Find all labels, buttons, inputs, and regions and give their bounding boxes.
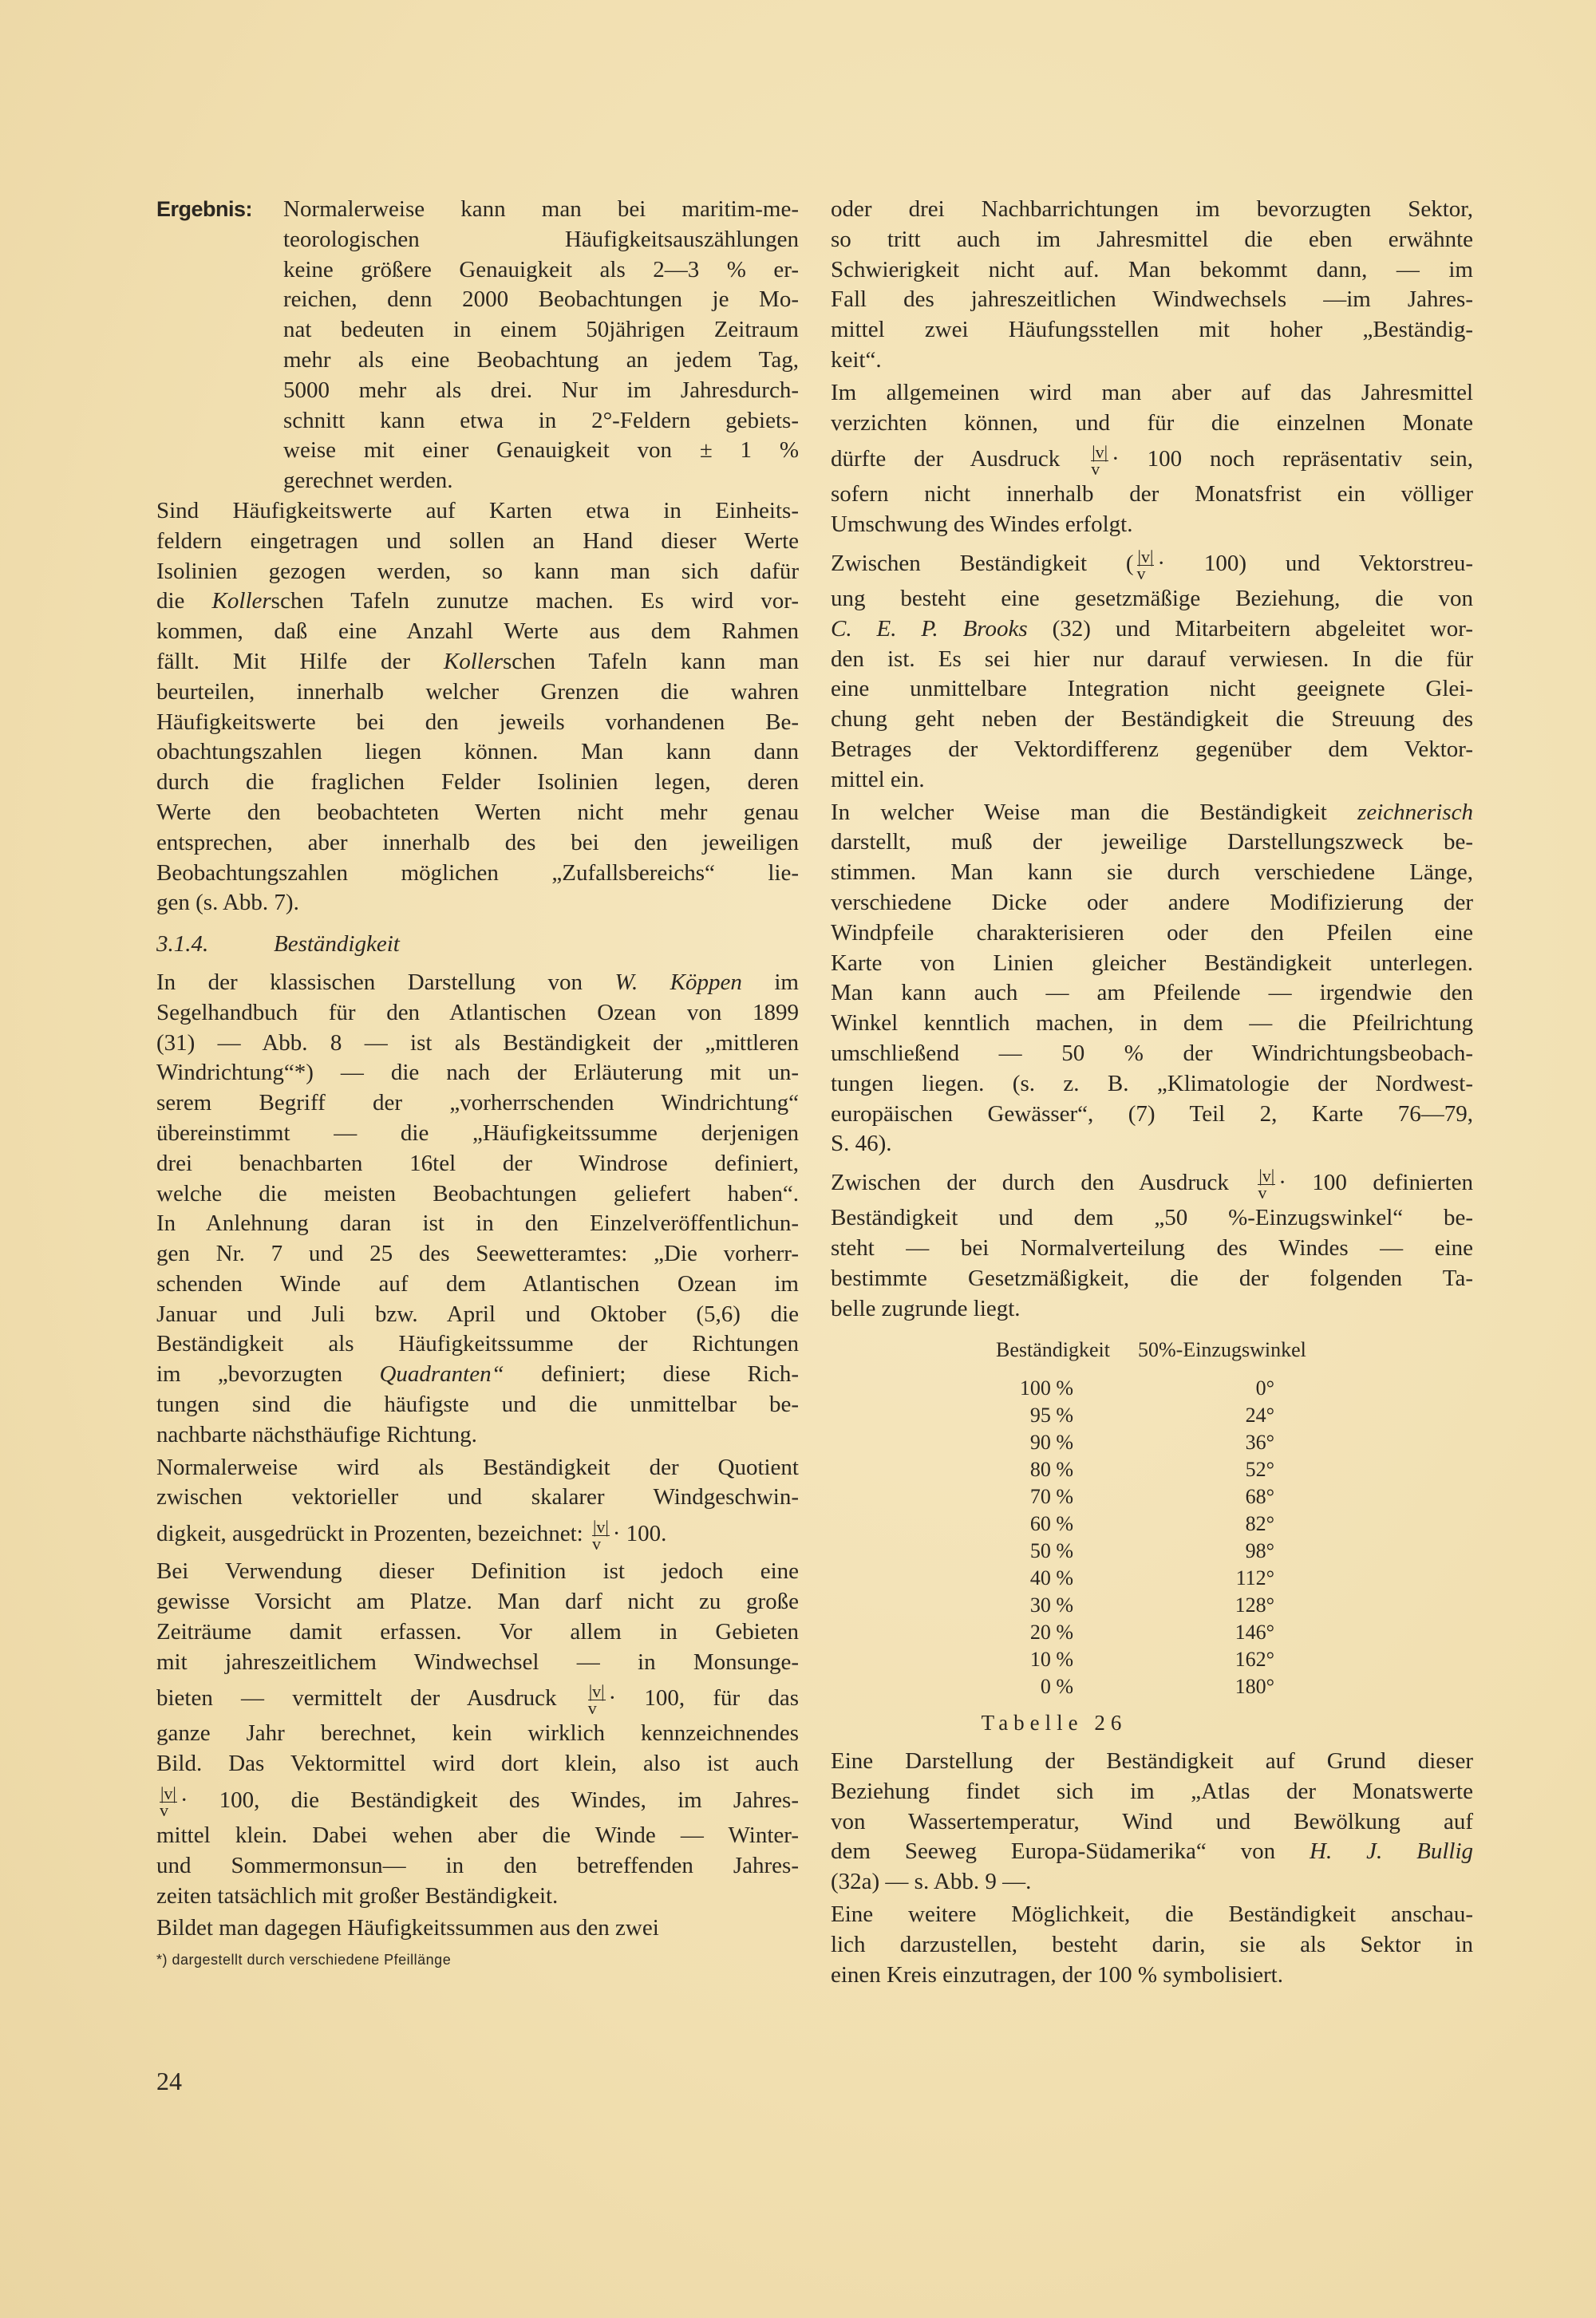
text-line: darstellt, muß der jeweilige Darstellungszweck be- xyxy=(831,829,1473,855)
text-line: Normalerweise kann man bei maritim-me- xyxy=(283,196,799,222)
fraction-numerator: |v| xyxy=(1092,442,1108,463)
italic-text: zeichnerisch xyxy=(1357,799,1473,825)
paragraphs-after-table xyxy=(831,1747,1473,1990)
fraction-denominator: v xyxy=(160,1799,168,1820)
text-segment: fällt. Mit Hilfe der xyxy=(156,648,444,674)
cell-bestaendigkeit: 60 % xyxy=(1029,1512,1073,1536)
text-line xyxy=(831,543,1473,584)
text-line: mittel zwei Häufungsstellen mit hoher „Beständig- xyxy=(831,317,1473,343)
cell-bestaendigkeit: 95 % xyxy=(1029,1404,1073,1428)
table-row xyxy=(831,1456,1473,1483)
text-line: ung besteht eine gesetzmäßige Beziehung, die von xyxy=(831,585,1473,611)
text-line: Windrichtung“*) — die nach der Erläuterung mit un- xyxy=(156,1060,799,1086)
fraction-denominator: v xyxy=(587,1698,597,1719)
italic-text: Koller xyxy=(443,648,503,674)
text-line: schenden Winde auf dem Atlantischen Ozean im xyxy=(156,1270,799,1297)
text-line: Im allgemeinen wird man aber auf das Jahresmittel xyxy=(831,379,1473,405)
paragraph xyxy=(831,543,1473,796)
cell-einzugswinkel: 0° xyxy=(1255,1376,1274,1400)
text-line: Eine weitere Möglichkeit, die Beständigkeit anschau- xyxy=(831,1901,1473,1928)
table-row xyxy=(831,1538,1473,1565)
text-line: Sind Häufigkeitswerte auf Karten etwa in Einheits- xyxy=(156,497,799,523)
text-line: Normalerweise wird als Beständigkeit der Quotient xyxy=(156,1454,799,1480)
text-line xyxy=(156,647,799,677)
text-line: kommen, daß eine Anzahl Werte aus dem Rahmen xyxy=(156,618,799,645)
text-line: chung geht neben der Beständigkeit die Streuung des xyxy=(831,706,1473,733)
paragraph xyxy=(831,195,1473,376)
text-line: Eine Darstellung der Beständigkeit auf Grund dieser xyxy=(831,1748,1473,1775)
text-line: eine unmittelbare Integration nicht geeignete Glei- xyxy=(831,676,1473,702)
ergebnis-text xyxy=(283,195,799,496)
text-line: und Sommermonsun— in den betreffenden Jahres- xyxy=(156,1852,799,1878)
table-row xyxy=(831,1592,1473,1619)
text-segment: Zwischen der durch den Ausdruck xyxy=(831,1170,1255,1196)
left-column xyxy=(156,195,799,1969)
italic-text: Quadranten“ xyxy=(379,1361,504,1388)
fraction-denominator: v xyxy=(1258,1182,1267,1202)
cell-bestaendigkeit: 20 % xyxy=(1029,1621,1073,1645)
text-line xyxy=(831,1837,1473,1867)
text-line: umschließend — 50 % der Windrichtungsbeobach- xyxy=(831,1040,1473,1066)
section-number: 3.1.4. xyxy=(156,931,209,958)
cell-einzugswinkel: 52° xyxy=(1245,1458,1274,1482)
text-line: nachbarte nächsthäufige Richtung. xyxy=(156,1421,477,1447)
text-line: In Anlehnung daran ist in den Einzelveröffentlichun- xyxy=(156,1210,799,1237)
text-line: zwischen vektorieller und skalarer Windgeschwin- xyxy=(156,1484,799,1510)
text-line: Beziehung findet sich im „Atlas der Monatswerte xyxy=(831,1778,1473,1804)
text-line: entsprechen, aber innerhalb des bei den jeweiligen xyxy=(156,829,799,855)
text-line xyxy=(831,614,1473,645)
text-line: Beständigkeit als Häufigkeitssumme der Richtungen xyxy=(156,1331,799,1357)
text-line: welche die meisten Beobachtungen geliefert haben“. xyxy=(156,1180,799,1206)
text-segment: im „bevorzugten xyxy=(156,1361,380,1388)
text-segment: bieten — vermittelt der Ausdruck xyxy=(156,1685,585,1712)
text-line: Betrages der Vektordifferenz gegenüber dem Vektor- xyxy=(831,736,1473,762)
table-row xyxy=(831,1402,1473,1429)
table-row xyxy=(831,1646,1473,1673)
cell-einzugswinkel: 162° xyxy=(1235,1648,1274,1672)
text-line xyxy=(156,1360,799,1390)
text-line: Bei Verwendung dieser Definition ist jedoch eine xyxy=(156,1558,799,1585)
text-line: Isolinien gezogen werden, so kann man sich dafür xyxy=(156,558,799,584)
text-line: Karte von Linien gleicher Beständigkeit unterlegen. xyxy=(831,950,1473,976)
text-line: Beständigkeit und dem „50 %-Einzugswinkel“ be- xyxy=(831,1205,1473,1231)
text-line: beurteilen, innerhalb welcher Grenzen die wahren xyxy=(156,678,799,705)
cell-bestaendigkeit: 100 % xyxy=(1019,1376,1073,1400)
text-line: drei benachbarten 16tel der Windrose definiert, xyxy=(156,1150,799,1176)
text-line: (31) — Abb. 8 — ist als Beständigkeit der „mittleren xyxy=(156,1029,799,1056)
text-line: sofern nicht innerhalb der Monatsfrist ein völliger xyxy=(831,481,1473,507)
text-segment: schen Tafeln zunutze machen. Es wird vor- xyxy=(271,588,799,614)
text-segment: · 100. xyxy=(612,1521,667,1547)
paragraphs-before-table xyxy=(831,195,1473,1324)
text-segment: dem Seeweg Europa-Südamerika“ von xyxy=(831,1838,1310,1865)
cell-einzugswinkel: 68° xyxy=(1245,1485,1274,1509)
fraction-numerator: |v| xyxy=(1137,546,1154,567)
paragraph xyxy=(831,1162,1473,1324)
table-26 xyxy=(831,1335,1473,1700)
fraction-v-over-v xyxy=(592,1519,610,1552)
cell-einzugswinkel: 180° xyxy=(1235,1675,1274,1699)
text-line: gewisse Vorsicht am Platze. Man darf nicht zu große xyxy=(156,1589,799,1615)
table-row xyxy=(831,1619,1473,1646)
paragraph xyxy=(156,1557,799,1911)
cell-bestaendigkeit: 50 % xyxy=(1029,1539,1073,1563)
table-body xyxy=(831,1375,1473,1700)
cell-bestaendigkeit: 10 % xyxy=(1029,1648,1073,1672)
page-number: 24 xyxy=(156,2067,182,2095)
cell-einzugswinkel: 98° xyxy=(1245,1539,1274,1563)
fraction-numerator: |v| xyxy=(1258,1165,1275,1186)
text-line xyxy=(156,586,799,617)
italic-text: W. Köppen xyxy=(614,969,742,995)
text-line: S. 46). xyxy=(831,1131,892,1157)
text-line: (32a) — s. Abb. 9 —. xyxy=(831,1869,1032,1895)
cell-einzugswinkel: 36° xyxy=(1245,1431,1274,1455)
text-line: gen Nr. 7 und 25 des Seewetteramtes: „Die vorherr- xyxy=(156,1241,799,1267)
text-line: Werte den beobachteten Werten nicht mehr genau xyxy=(156,799,799,825)
cell-einzugswinkel: 24° xyxy=(1245,1404,1274,1428)
text-segment: · 100, die Beständigkeit des Windes, im Jahres- xyxy=(180,1787,799,1814)
text-line: reichen, denn 2000 Beobachtungen je Mo- xyxy=(283,286,799,313)
italic-text: C. E. P. Brooks xyxy=(831,615,1028,642)
text-segment: (32) und Mitarbeitern abgeleitet wor- xyxy=(1027,615,1473,642)
paragraph xyxy=(156,968,799,1451)
table-header-bestaendigkeit: Beständigkeit xyxy=(996,1338,1110,1362)
italic-text: H. J. Bullig xyxy=(1310,1838,1473,1865)
text-line: Umschwung des Windes erfolgt. xyxy=(831,511,1133,538)
text-segment: digkeit, ausgedrückt in Prozenten, bezeichnet: xyxy=(156,1521,589,1547)
text-segment: · 100) und Vektorstreu- xyxy=(1157,550,1473,576)
text-line: durch die fraglichen Felder Isolinien legen, deren xyxy=(156,769,799,796)
fraction-denominator: v xyxy=(1136,563,1146,583)
text-line: tungen liegen. (s. z. B. „Klimatologie der Nordwest- xyxy=(831,1070,1473,1096)
right-column xyxy=(831,195,1473,1992)
text-line: verzichten können, und für die einzelnen Monate xyxy=(831,409,1473,436)
table-header-einzugswinkel: 50%-Einzugswinkel xyxy=(1138,1338,1306,1362)
text-line xyxy=(831,798,1473,828)
paragraph xyxy=(156,496,799,918)
text-line: mittel ein. xyxy=(831,766,925,792)
text-line: steht — bei Normalverteilung des Windes — eine xyxy=(831,1234,1473,1261)
text-line: gen (s. Abb. 7). xyxy=(156,890,299,916)
fraction-numerator: |v| xyxy=(588,1681,605,1702)
text-line: stimmen. Man kann sie durch verschiedene Länge, xyxy=(831,859,1473,886)
text-line: den ist. Es sei hier nur darauf verwiesen. In die für xyxy=(831,646,1473,672)
fraction-numerator: |v| xyxy=(592,1517,609,1538)
table-caption: Tabelle 26 xyxy=(981,1711,1128,1736)
text-line xyxy=(156,1513,799,1554)
cell-bestaendigkeit: 80 % xyxy=(1029,1458,1073,1482)
text-line: einen Kreis einzutragen, der 100 % symbolisiert. xyxy=(831,1961,1283,1988)
text-line: nat bedeuten in einem 50jährigen Zeitraum xyxy=(283,317,799,343)
text-line xyxy=(156,968,799,998)
text-line: von Wassertemperatur, Wind und Bewölkung auf xyxy=(831,1808,1473,1834)
text-segment: im xyxy=(741,969,799,995)
paragraph xyxy=(831,798,1473,1160)
text-line: tungen sind die häufigste und die unmittelbar be- xyxy=(156,1392,799,1418)
text-line: verschiedene Dicke oder andere Modifizierung der xyxy=(831,889,1473,915)
text-line: Windpfeile charakterisieren oder den Pfeilen eine xyxy=(831,919,1473,946)
text-line: obachtungszahlen liegen können. Man kann dann xyxy=(156,739,799,765)
cell-einzugswinkel: 112° xyxy=(1235,1566,1274,1590)
text-line: Man kann auch — am Pfeilende — irgendwie den xyxy=(831,980,1473,1006)
text-line: Segelhandbuch für den Atlantischen Ozean von 1899 xyxy=(156,999,799,1025)
table-row xyxy=(831,1375,1473,1402)
cell-bestaendigkeit: 40 % xyxy=(1029,1566,1073,1590)
table-row xyxy=(831,1429,1473,1456)
text-line: teorologischen Häufigkeitsauszählungen xyxy=(283,226,799,252)
section-title: Beständigkeit xyxy=(274,931,400,958)
text-line: weise mit einer Genauigkeit von ± 1 % xyxy=(283,437,799,464)
text-segment: · 100 noch repräsentativ sein, xyxy=(1112,446,1473,472)
footnote: *) dargestellt durch verschiedene Pfeillänge xyxy=(156,1952,452,1969)
text-line: 5000 mehr als drei. Nur im Jahresdurch- xyxy=(283,377,799,403)
text-line: mehr als eine Beobachtung an jedem Tag, xyxy=(283,346,799,373)
text-line: Schwierigkeit nicht auf. Man bekommt dann, — im xyxy=(831,256,1473,282)
text-line: schnitt kann etwa in 2°-Feldern gebiets- xyxy=(283,407,799,433)
text-segment: die xyxy=(156,588,212,614)
text-line: so tritt auch im Jahresmittel die eben erwähnte xyxy=(831,226,1473,252)
fraction-v-over-v xyxy=(1258,1165,1275,1202)
paragraph xyxy=(831,1900,1473,1990)
text-line xyxy=(156,1779,799,1821)
cell-einzugswinkel: 146° xyxy=(1235,1621,1274,1645)
text-line: Beobachtungszahlen möglichen „Zufallsbereichs“ lie- xyxy=(156,859,799,886)
text-line: oder drei Nachbarrichtungen im bevorzugten Sektor, xyxy=(831,196,1473,222)
text-line: übereinstimmt — die „Häufigkeitssumme derjenigen xyxy=(156,1120,799,1146)
table-row xyxy=(831,1483,1473,1510)
fraction-denominator: v xyxy=(591,1534,601,1554)
text-line: mittel klein. Dabei wehen aber die Winde — Winter- xyxy=(156,1822,799,1849)
table-row xyxy=(831,1565,1473,1592)
ergebnis-label: Ergebnis: xyxy=(156,197,253,221)
table-row xyxy=(831,1673,1473,1700)
table-header xyxy=(831,1335,1473,1375)
fraction-denominator: v xyxy=(1091,459,1100,480)
text-segment: · 100, für das xyxy=(608,1685,799,1712)
text-line: Zeiträume damit erfassen. Vor allem in Gebieten xyxy=(156,1618,799,1645)
cell-bestaendigkeit: 70 % xyxy=(1029,1485,1073,1509)
italic-text: Koller xyxy=(211,588,271,614)
text-line: keit“. xyxy=(831,346,882,373)
text-line: belle zugrunde liegt. xyxy=(831,1295,1021,1321)
text-segment: In der klassischen Darstellung von xyxy=(156,969,615,995)
text-segment: In welcher Weise man die Beständigkeit xyxy=(831,799,1358,825)
text-line: Bildet man dagegen Häufigkeitssummen aus den zwei xyxy=(156,1915,659,1941)
cell-einzugswinkel: 82° xyxy=(1245,1512,1274,1536)
text-line: Fall des jahreszeitlichen Windwechsels —im Jahres- xyxy=(831,286,1473,313)
table-row xyxy=(831,1510,1473,1538)
paragraphs-before-heading xyxy=(156,496,799,918)
text-segment: dürfte der Ausdruck xyxy=(831,446,1088,472)
text-segment: definiert; diese Rich- xyxy=(504,1361,799,1388)
text-line: Winkel kenntlich machen, in dem — die Pfeilrichtung xyxy=(831,1010,1473,1037)
text-line xyxy=(831,438,1473,480)
paragraph xyxy=(156,1453,799,1555)
text-line: mit jahreszeitlichem Windwechsel — in Monsunge- xyxy=(156,1649,799,1675)
text-segment: schen Tafeln kann man xyxy=(503,648,800,674)
fraction-v-over-v xyxy=(1136,546,1155,583)
text-segment: · 100 definierten xyxy=(1278,1170,1473,1196)
section-heading xyxy=(156,930,799,960)
text-line: Bild. Das Vektormittel wird dort klein, also ist auch xyxy=(156,1751,799,1777)
text-line: ganze Jahr berechnet, kein wirklich kennzeichnendes xyxy=(156,1720,799,1747)
text-segment: Zwischen Beständigkeit ( xyxy=(831,550,1134,576)
text-line: Januar und Juli bzw. April und Oktober (5,6) die xyxy=(156,1301,799,1327)
text-line: lich darzustellen, besteht darin, sie als Sektor in xyxy=(831,1931,1473,1957)
text-line xyxy=(156,1677,799,1719)
paragraphs-after-heading xyxy=(156,968,799,1944)
ergebnis-block xyxy=(156,195,799,496)
fraction-v-over-v xyxy=(1091,442,1108,480)
fraction-v-over-v xyxy=(587,1681,606,1719)
cell-bestaendigkeit: 90 % xyxy=(1029,1431,1073,1455)
cell-bestaendigkeit: 0 % xyxy=(1040,1675,1073,1699)
paragraph xyxy=(831,1747,1473,1897)
paragraph xyxy=(831,378,1473,540)
fraction-v-over-v xyxy=(160,1783,177,1820)
text-line: feldern eingetragen und sollen an Hand dieser Werte xyxy=(156,527,799,554)
text-line: serem Begriff der „vorherrschenden Windrichtung“ xyxy=(156,1090,799,1116)
text-line: zeiten tatsächlich mit großer Beständigkeit. xyxy=(156,1882,559,1909)
text-line: bestimmte Gesetzmäßigkeit, die der folgenden Ta- xyxy=(831,1265,1473,1291)
paragraph xyxy=(156,1913,799,1944)
text-line: gerechnet werden. xyxy=(283,468,453,494)
cell-bestaendigkeit: 30 % xyxy=(1029,1593,1073,1617)
text-line: keine größere Genauigkeit als 2—3 % er- xyxy=(283,256,799,282)
text-line xyxy=(831,1162,1473,1203)
fraction-numerator: |v| xyxy=(160,1783,176,1803)
text-line: europäischen Gewässer“, (7) Teil 2, Karte 76—79, xyxy=(831,1100,1473,1127)
cell-einzugswinkel: 128° xyxy=(1235,1593,1274,1617)
text-line: Häufigkeitswerte bei den jeweils vorhandenen Be- xyxy=(156,709,799,735)
